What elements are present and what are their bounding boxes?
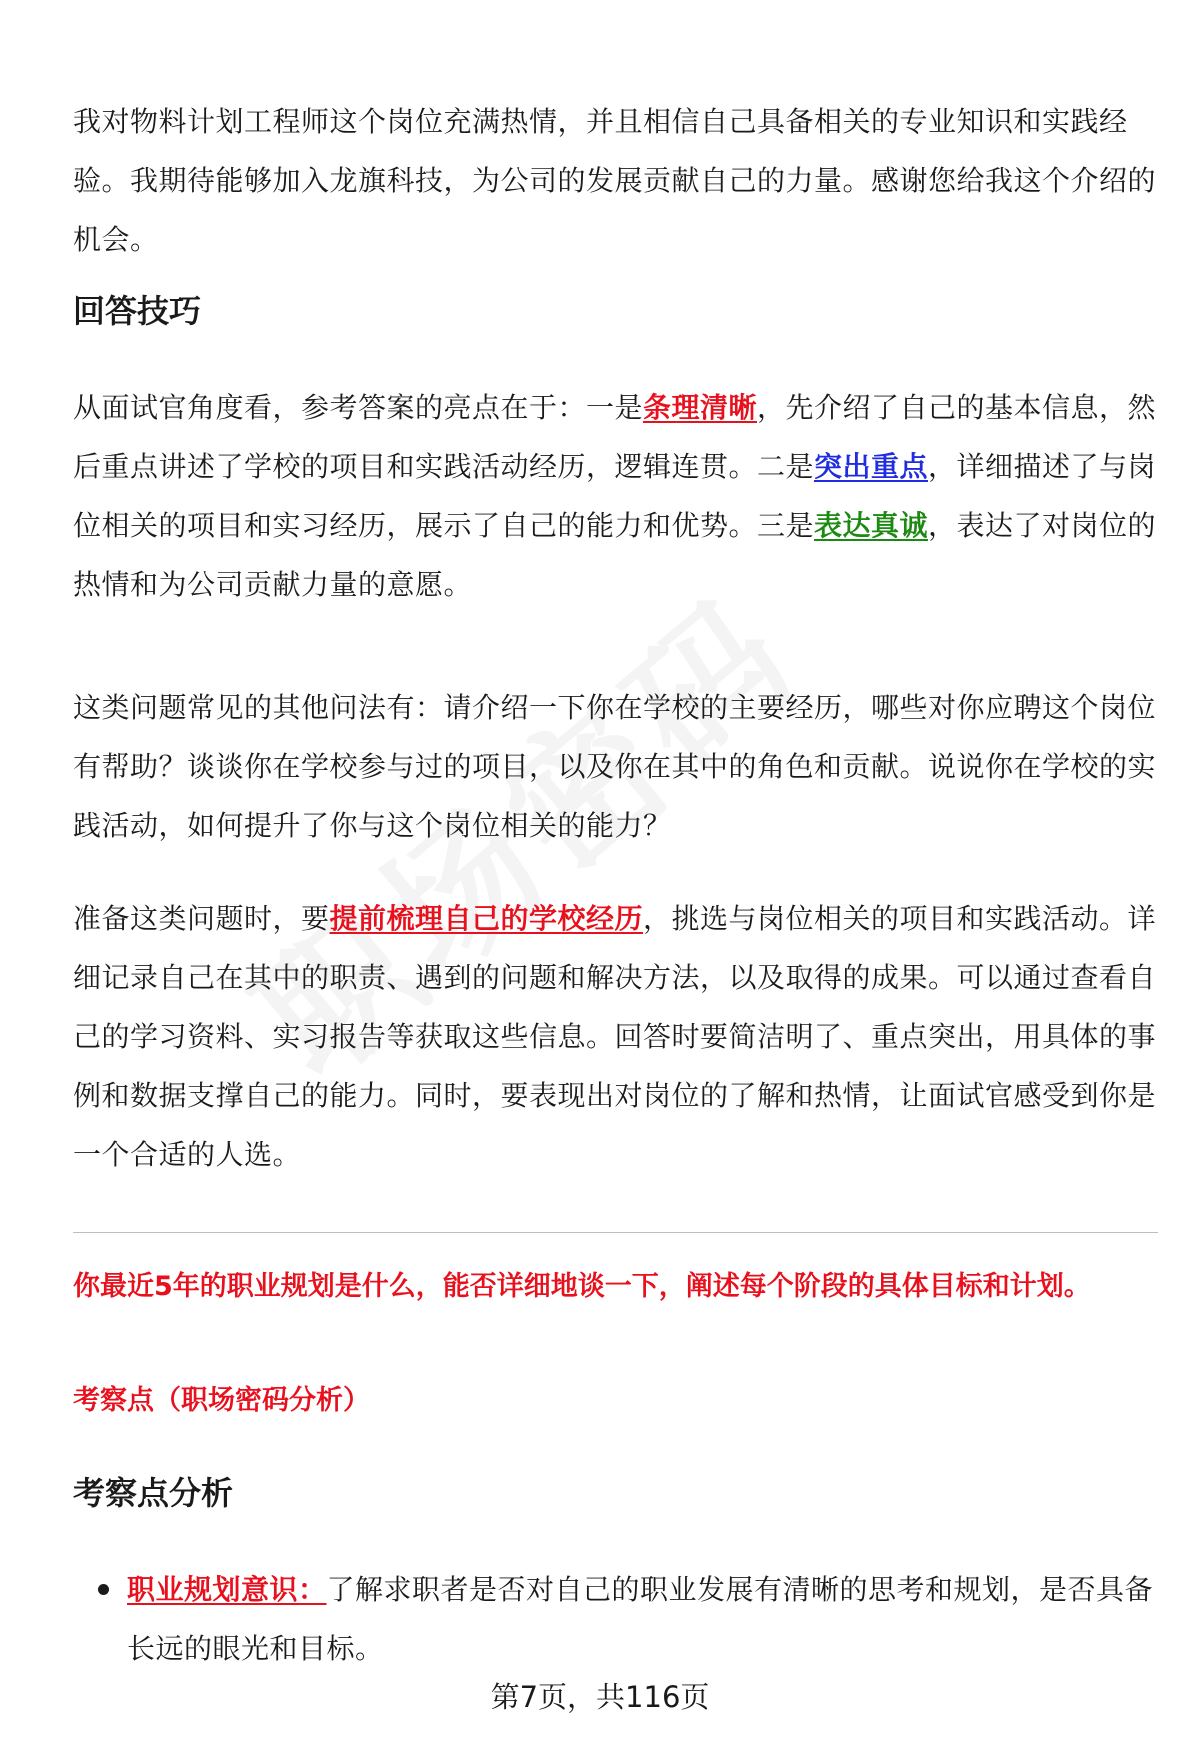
variants-paragraph: 这类问题常见的其他问法有：请介绍一下你在学校的主要经历，哪些对你应聘这个岗位有帮助？谈谈你在学校参与过的项目，以及你在其中的角色和贡献。说说你在学校的实践活动，如何提升了你与这个岗位相关的能力？	[73, 691, 1157, 842]
section-divider	[73, 1232, 1158, 1233]
highlight-focus: 突出重点	[814, 450, 929, 483]
highlight-review-experience: 提前梳理自己的学校经历	[329, 902, 644, 935]
list-item	[73, 1560, 1158, 1678]
tips-heading: 回答技巧	[73, 292, 202, 330]
bullet-body: 了解求职者是否对自己的职业发展有清晰的思考和规划，是否具备长远的眼光和目标。	[127, 1573, 1154, 1665]
interview-question: 你最近5年的职业规划是什么，能否详细地谈一下，阐述每个阶段的具体目标和计划。	[73, 1271, 1091, 1302]
exam-point-label: 考察点（职场密码分析）	[73, 1385, 370, 1416]
page-number: 第7页，共116页	[490, 1680, 710, 1714]
highlight-clear-structure: 条理清晰	[643, 391, 758, 424]
bullet-icon	[98, 1584, 109, 1595]
highlight-sincere: 表达真诚	[814, 509, 929, 542]
analysis-heading: 考察点分析	[73, 1474, 234, 1512]
prep-text-1: 准备这类问题时，要	[73, 902, 330, 935]
bullet-label: 职业规划意识：	[127, 1573, 327, 1606]
prep-paragraph	[73, 889, 1158, 1184]
tips-text-4: ，表达了对岗位的热情和为公司贡献力量的意愿。	[73, 509, 1157, 601]
bullet-text	[127, 1560, 1158, 1678]
prep-text-2: ，挑选与岗位相关的项目和实践活动。详细记录自己在其中的职责、遇到的问题和解决方法，以及取得的成果。可以通过查看自己的学习资料、实习报告等获取这些信息。回答时要简洁明了、重点突出，用具体的事例和数据支撑自己的能力。同时，要表现出对岗位的了解和热情，让面试官感受到你是一个合适的人选。	[73, 902, 1157, 1171]
tips-paragraph	[73, 378, 1158, 614]
intro-paragraph: 我对物料计划工程师这个岗位充满热情，并且相信自己具备相关的专业知识和实践经验。我期待能够加入龙旗科技，为公司的发展贡献自己的力量。感谢您给我这个介绍的机会。	[73, 105, 1157, 256]
tips-text-2: ，先介绍了自己的基本信息，然后重点讲述了学校的项目和实践活动经历，逻辑连贯。二是	[73, 391, 1157, 483]
tips-text-3: ，详细描述了与岗位相关的项目和实习经历，展示了自己的能力和优势。三是	[73, 450, 1157, 542]
tips-text-1: 从面试官角度看，参考答案的亮点在于：一是	[73, 391, 644, 424]
